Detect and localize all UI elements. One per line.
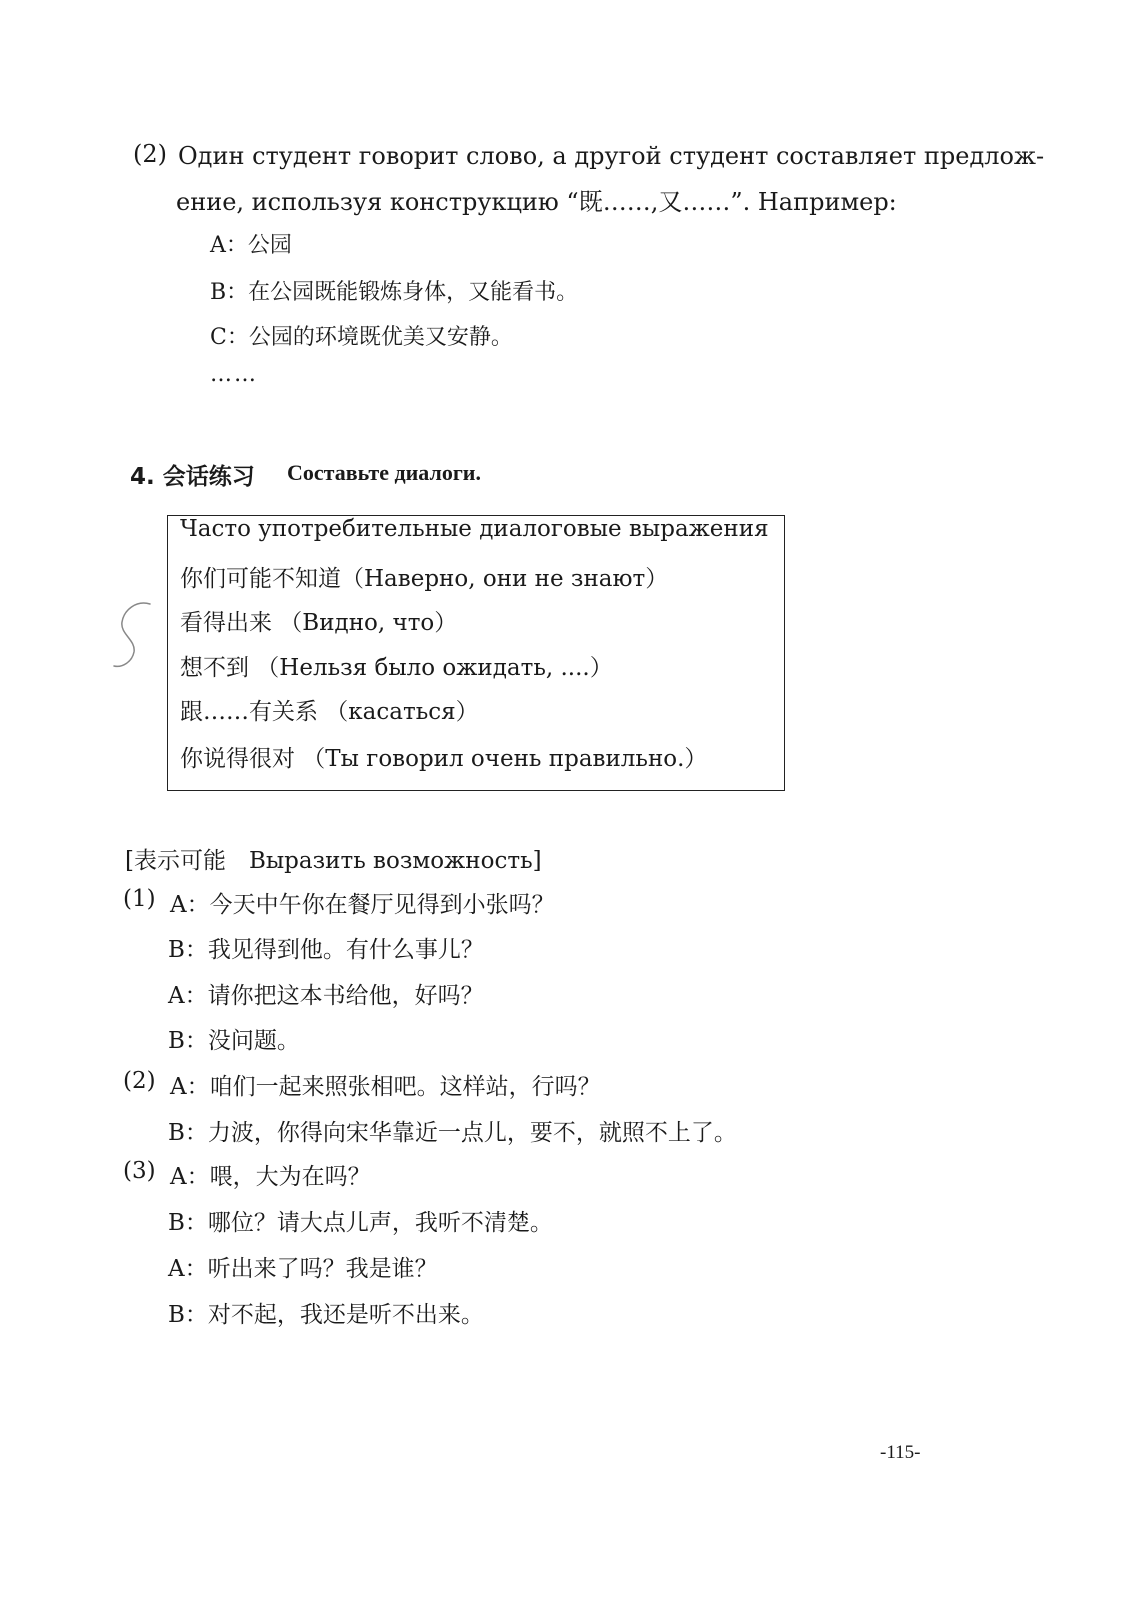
section-heading-ru: Составьте диалоги.	[287, 460, 481, 485]
dialog-line: A：听出来了吗？我是谁？	[168, 1256, 438, 1282]
page-number: -115-	[880, 1442, 921, 1463]
exercise-instruction-line-2: ение, используя конструкцию “既……,又……”. Например:	[176, 188, 897, 216]
example-c: C：公园的环境既优美又安静。	[210, 325, 513, 350]
phrase-item: 跟……有关系 （касаться）	[180, 699, 479, 725]
dialog-line: B：力波，你得向宋华靠近一点儿，要不，就照不上了。	[168, 1120, 737, 1146]
dialog-line: B：哪位？请大点儿声，我听不清楚。	[168, 1210, 553, 1236]
dialog-number: (1)	[123, 886, 156, 912]
handwritten-margin-mark	[106, 596, 156, 676]
phrase-item: 你们可能不知道（Наверно, они не знают）	[180, 566, 669, 592]
possibility-label: [表示可能 Выразить возможность]	[125, 848, 542, 874]
dialog-number: (2)	[123, 1068, 156, 1094]
phrase-box-header: Часто употребительные диалоговые выражения	[180, 516, 769, 542]
dialog-line: A：今天中午你在餐厅见得到小张吗？	[170, 892, 555, 918]
example-b: B：在公园既能锻炼身体，又能看书。	[210, 280, 579, 305]
phrase-item: 看得出来 （Видно, что）	[180, 610, 458, 636]
dialog-line: B：没问题。	[168, 1028, 300, 1054]
dialog-number: (3)	[123, 1158, 156, 1184]
dialog-line: B：我见得到他。有什么事儿？	[168, 937, 484, 963]
phrase-item: 想不到 （Нельзя было ожидать, ....）	[180, 655, 613, 681]
exercise-instruction-line-1: Один студент говорит слово, а другой студент составляет предлож-	[178, 142, 1045, 170]
dialog-line: B：对不起，我还是听不出来。	[168, 1302, 484, 1328]
example-a: A：公园	[210, 233, 292, 258]
phrase-item: 你说得很对 （Ты говорил очень правильно.）	[180, 746, 708, 772]
dialog-line: A：喂，大为在吗？	[170, 1164, 371, 1190]
section-heading: 4. 会话练习	[130, 464, 255, 490]
example-ellipsis: ……	[210, 362, 258, 387]
dialog-line: A：咱们一起来照张相吧。这样站，行吗？	[170, 1074, 601, 1100]
exercise-number: (2)	[133, 140, 167, 168]
dialog-line: A：请你把这本书给他，好吗？	[168, 983, 484, 1009]
